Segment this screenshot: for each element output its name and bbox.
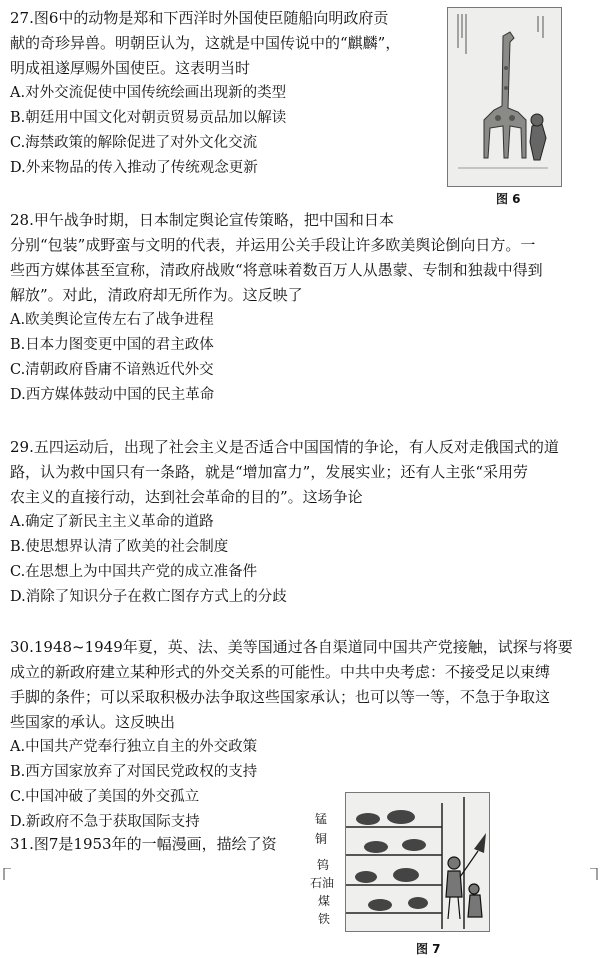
q28-line-1: 28.甲午战争时期，日本制定舆论宣传策略，把中国和日本	[10, 211, 394, 229]
q28-option-c: C.清朝政府昏庸不谙熟近代外交	[10, 362, 214, 378]
figure-7-label-manganese: 锰	[315, 812, 328, 826]
figure-7-label-petroleum: 石油	[310, 876, 335, 890]
q31-line-1: 31.图7是1953年的一幅漫画，描绘了资	[10, 835, 277, 853]
q28-line-4: 解放”。对此，清政府却无所作为。这反映了	[10, 286, 303, 304]
q28-line-2: 分别“包装”成野蛮与文明的代表，并运用公关手段让许多欧美舆论倒向日方。一	[10, 236, 536, 254]
giraffe-illustration	[448, 8, 561, 186]
q27-line-1: 27.图6中的动物是郑和下西洋时外国使臣随船向明政府贡	[10, 9, 389, 27]
q29-option-b: B.使思想界认清了欧美的社会制度	[10, 539, 229, 555]
q30-line-4: 些国家的承认。这反映出	[10, 713, 176, 731]
q30-line-3: 手脚的条件；可以采取积极办法争取这些国家承认；也可以等一等，不急于争取这	[10, 688, 551, 706]
q29-line-2: 路，认为救中国只有一条路，就是“增加富力”，发展实业；还有人主张“采用劳	[10, 463, 529, 481]
q28-line-3: 些西方媒体甚至宣称，清政府战败“将意味着数百万人从愚蒙、专制和独裁中得到	[10, 261, 543, 279]
q30-line-1: 30.1948~1949年夏，英、法、美等国通过各自渠道同中国共产党接触，试探与将要	[10, 638, 573, 656]
q27-line-3: 明成祖遂厚赐外国使臣。这表明当时	[10, 59, 251, 77]
figure-7-caption: 图 7	[416, 942, 441, 956]
q28-option-d: D.西方媒体鼓动中国的民主革命	[10, 387, 215, 403]
q29-option-a: A.确定了新民主主义革命的道路	[10, 514, 214, 530]
figure-7-label-tungsten: 钨	[317, 858, 330, 872]
q27-line-2: 献的奇珍异兽。明朝臣认为，这就是中国传说中的“麒麟”，	[10, 34, 401, 52]
corner-mark-right	[589, 868, 599, 880]
q27-option-d: D.外来物品的传入推动了传统观念更新	[10, 160, 258, 176]
figure-6-giraffe-painting	[447, 7, 562, 187]
q27-option-c: C.海禁政策的解除促进了对外文化交流	[10, 135, 258, 151]
q27-option-a: A.对外交流促使中国传统绘画出现新的类型	[10, 85, 287, 101]
q30-option-a: A.中国共产党奉行独立自主的外交政策	[10, 739, 258, 755]
q28-option-b: B.日本力图变更中国的君主政体	[10, 337, 214, 353]
q27-option-b: B.朝廷用中国文化对朝贡贸易贡品加以解读	[10, 110, 287, 126]
figure-6-caption: 图 6	[496, 192, 521, 206]
q30-option-d: D.新政府不急于获取国际支持	[10, 814, 200, 830]
figure-7-cartoon	[345, 792, 490, 932]
figure-7-label-coal: 煤	[318, 894, 331, 908]
q30-option-b: B.西方国家放弃了对国民党政权的支持	[10, 764, 258, 780]
q29-line-3: 农主义的直接行动，达到社会革命的目的”。这场争论	[10, 488, 363, 506]
q29-option-d: D.消除了知识分子在救亡图存方式上的分歧	[10, 589, 287, 605]
figure-7-label-copper: 铜	[315, 832, 328, 846]
cartoon-illustration	[346, 793, 489, 931]
q28-option-a: A.欧美舆论宣传左右了战争进程	[10, 312, 214, 328]
corner-mark-left	[2, 868, 12, 880]
figure-7-label-iron: 铁	[318, 912, 331, 926]
q30-line-2: 成立的新政府建立某种形式的外交关系的可能性。中共中央考虑：不接受足以束缚	[10, 663, 551, 681]
q30-option-c: C.中国冲破了美国的外交孤立	[10, 789, 200, 805]
q29-line-1: 29.五四运动后，出现了社会主义是否适合中国国情的争论，有人反对走俄国式的道	[10, 438, 559, 456]
q29-option-c: C.在思想上为中国共产党的成立准备件	[10, 564, 258, 580]
